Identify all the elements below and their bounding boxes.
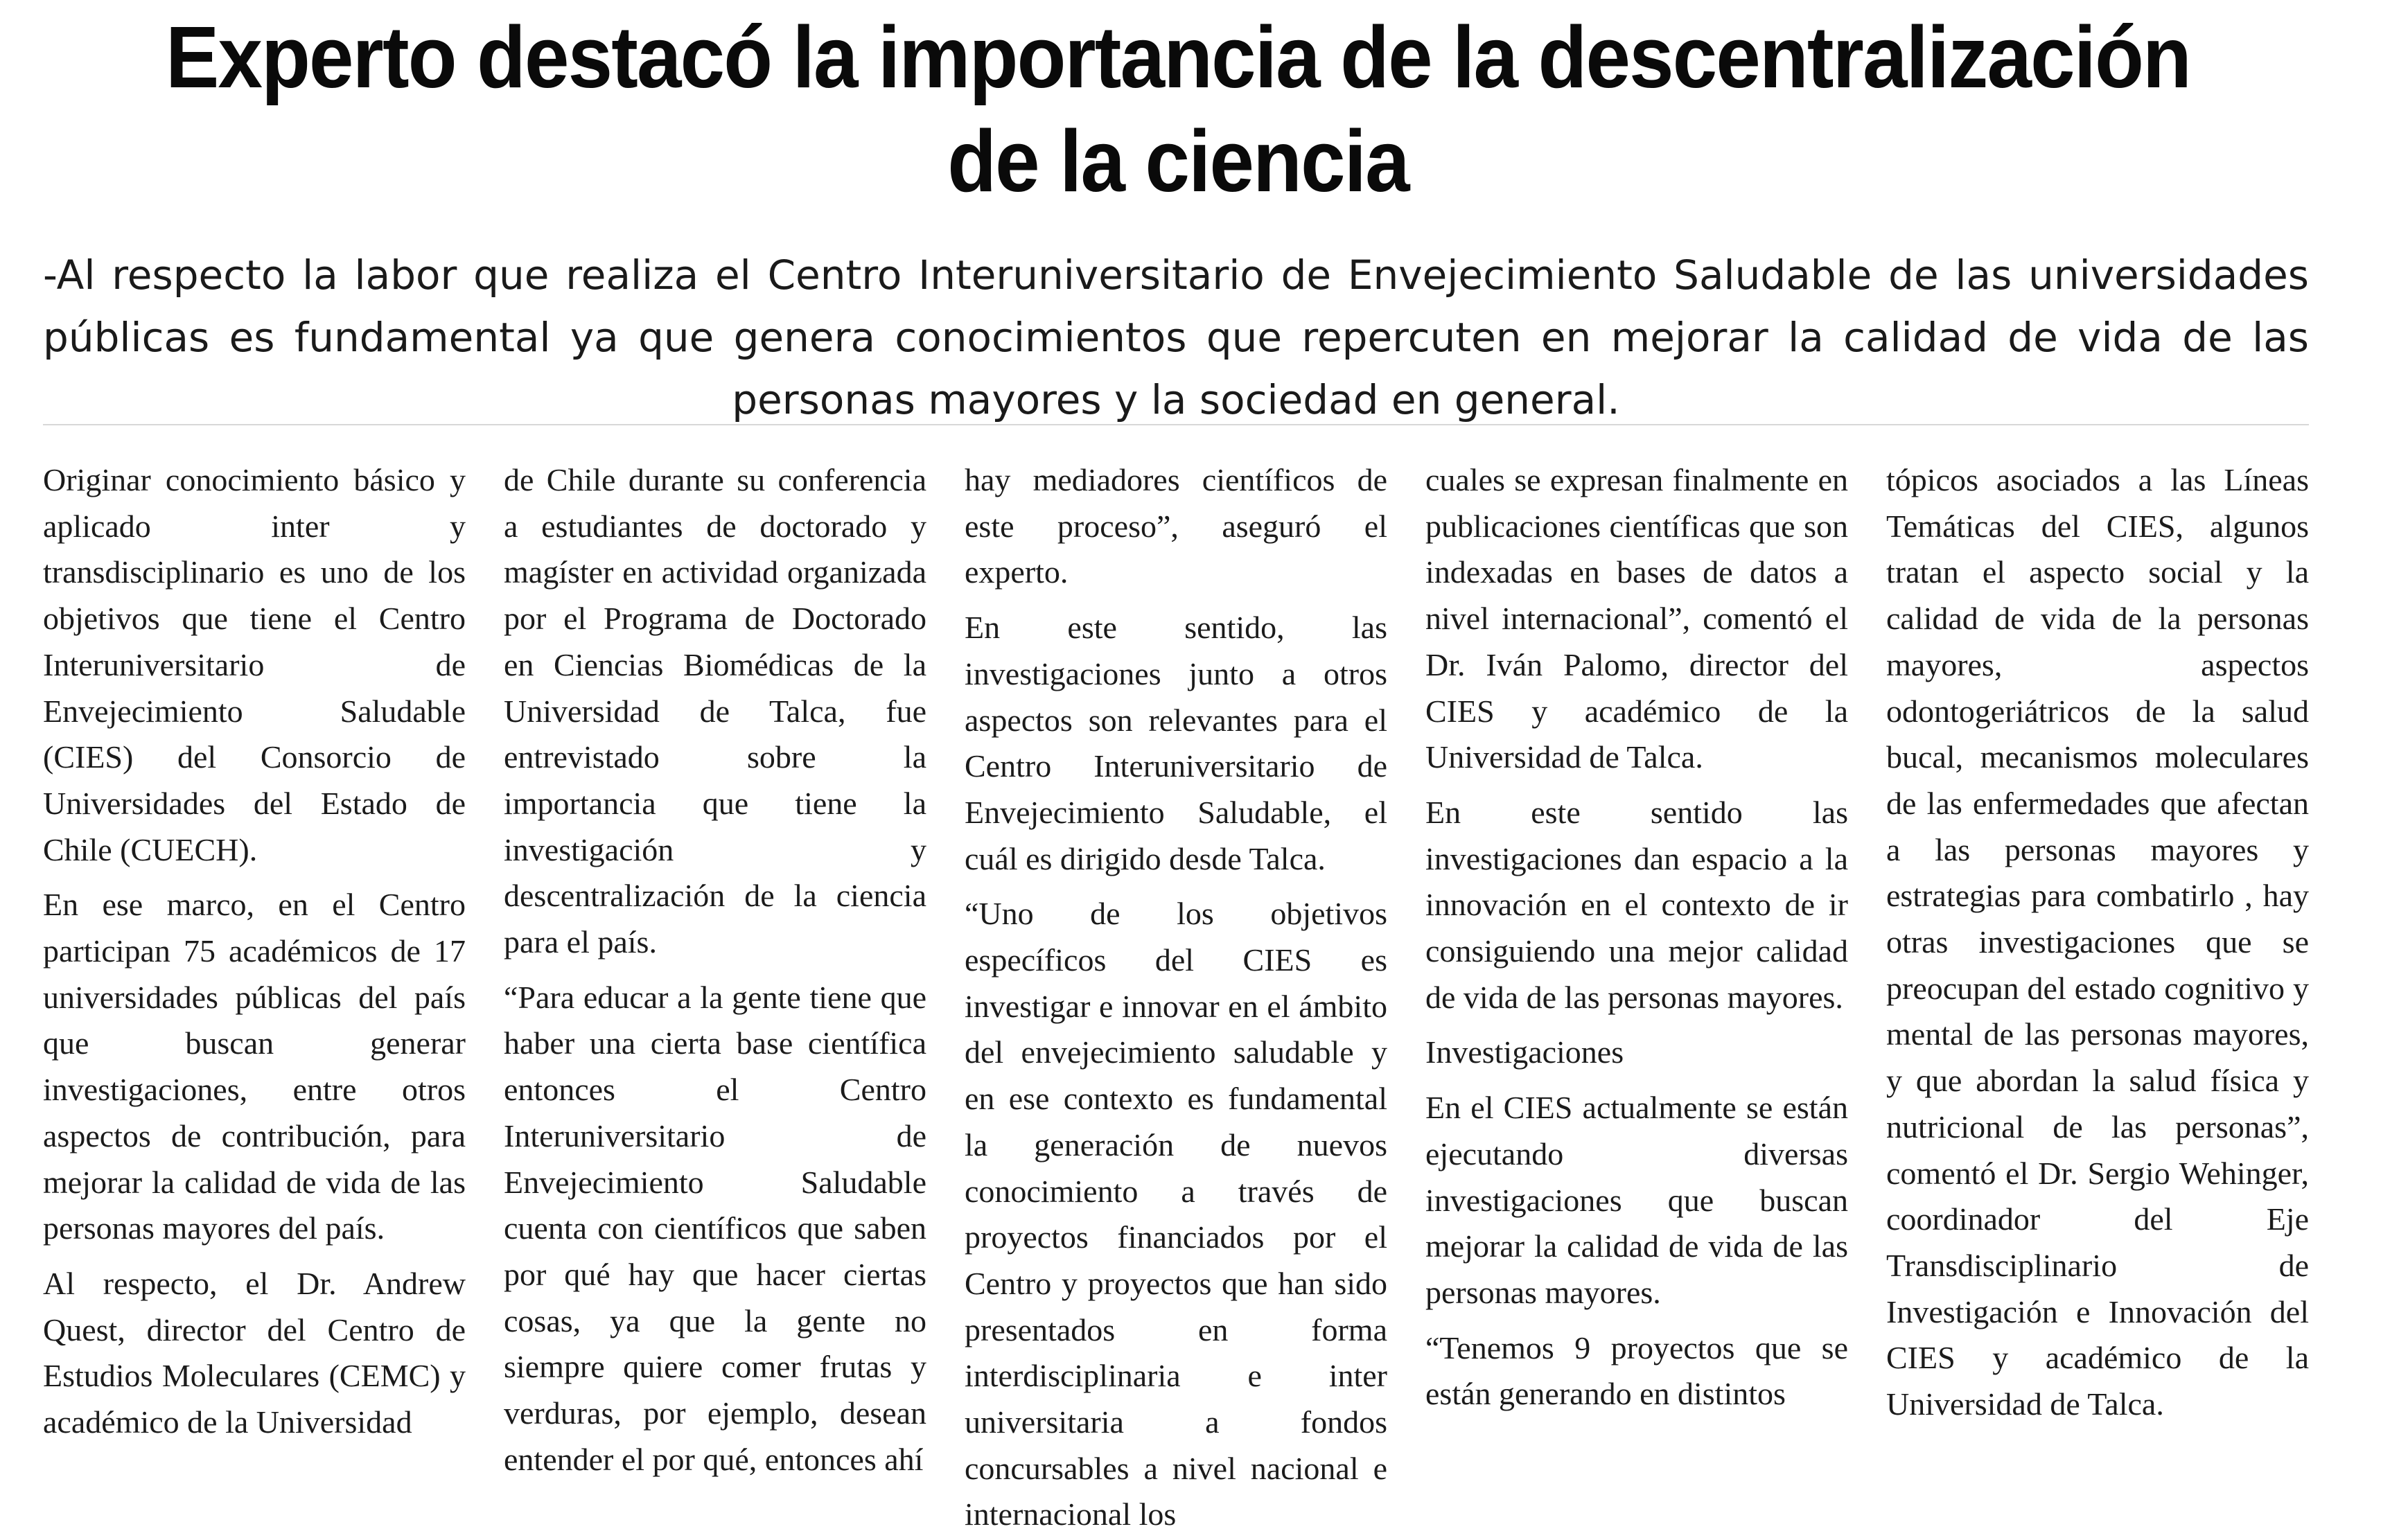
paragraph: En ese marco, en el Centro participan 75 académicos de 17 universidades públicas del país que buscan generar investigaciones, entre otros aspectos de contribución, para mejorar la calidad de vida de las personas mayores del país.	[43, 887, 466, 1246]
divider-rule	[43, 424, 2309, 425]
text-column-4	[1425, 457, 1848, 1455]
paragraph: En este sentido las investigaciones dan espacio a la innovación en el contexto de ir consiguiendo una mejor calidad de vida de las personas mayores.	[1425, 794, 1848, 1015]
article-headline: Experto destacó la importancia de la descentralización de la ciencia	[165, 8, 2191, 210]
article-body	[43, 457, 2309, 1532]
paragraph: “Para educar a la gente tiene que haber una cierta base científica entonces el Centro Interuniversitario de Envejecimiento Saludable cuenta con científicos que saben por qué hay que hacer ciertas cosas, ya que la gente no siempre quiere comer frutas y verduras, por ejemplo, desean entender el por qué, entonces ahí	[504, 979, 926, 1477]
text-column-2	[504, 457, 926, 1477]
paragraph: cuales se expresan finalmente en publicaciones científicas que son indexadas en bases de datos a nivel internacional”, comentó el Dr. Iván Palomo, director del CIES y académico de la Universidad de Talca.	[1425, 462, 1848, 775]
paragraph: Originar conocimiento básico y aplicado inter y transdisciplinario es uno de los objetivos que tiene el Centro Interuniversitario de Envejecimiento Saludable (CIES) del Consorcio de Universidades del Estado de Chile (CUECH).	[43, 462, 466, 867]
paragraph: “Uno de los objetivos específicos del CIES es investigar e innovar en el ámbito del envejecimiento saludable y en ese contexto es fundamental la generación de nuevos conocimiento a través de proyectos financiados por el Centro y proyectos que han sido presentados en forma interdisciplinaria e inter universitaria a fondos concursables a nivel nacional e internacional los	[965, 896, 1387, 1532]
paragraph: de Chile durante su conferencia a estudiantes de doctorado y magíster en actividad organizada por el Programa de Doctorado en Ciencias Biomédicas de la Universidad de Talca, fue entrevistado sobre la importancia que tiene la investigación y descentralización de la ciencia para el país.	[504, 462, 926, 960]
text-column-1	[43, 457, 466, 1455]
paragraph: Al respecto, el Dr. Andrew Quest, director del Centro de Estudios Moleculares (CEMC) y académico de la Universidad	[43, 1265, 466, 1440]
article-subheadline: -Al respecto la labor que realiza el Centro Interuniversitario de Envejecimiento Saludable de las universidades públicas es fundamental ya que genera conocimientos que repercuten en mejorar la calidad de vida de las personas mayores y la sociedad en general.	[43, 251, 2309, 423]
text-column-3	[965, 457, 1387, 1532]
paragraph: “Tenemos 9 proyectos que se están generando en distintos	[1425, 1329, 1848, 1412]
paragraph: En el CIES actualmente se están ejecutando diversas investigaciones que buscan mejorar la calidad de vida de las personas mayores.	[1425, 1090, 1848, 1310]
paragraph: En este sentido, las investigaciones junto a otros aspectos son relevantes para el Centro Interuniversitario de Envejecimiento Saludable, el cuál es dirigido desde Talca.	[965, 610, 1387, 876]
paragraph: tópicos asociados a las Líneas Temáticas del CIES, algunos tratan el aspecto social y la calidad de vida de la personas mayores, aspectos odontogeriátricos de la salud bucal, mecanismos moleculares de las enfermedades que afectan a las personas mayores y estrategias para combatirlo , hay otras investigaciones que se preocupan del estado cognitivo y mental de las personas mayores, y que abordan la salud física y nutricional de las personas”, comentó el Dr. Sergio Wehinger, coordinador del Eje Transdisciplinario de Investigación e Innovación del CIES y académico de la Universidad de Talca.	[1886, 462, 2309, 1422]
paragraph: hay mediadores científicos de este proceso”, aseguró el experto.	[965, 462, 1387, 590]
text-column-5	[1886, 457, 2309, 1455]
section-subheading: Investigaciones	[1425, 1034, 1624, 1070]
